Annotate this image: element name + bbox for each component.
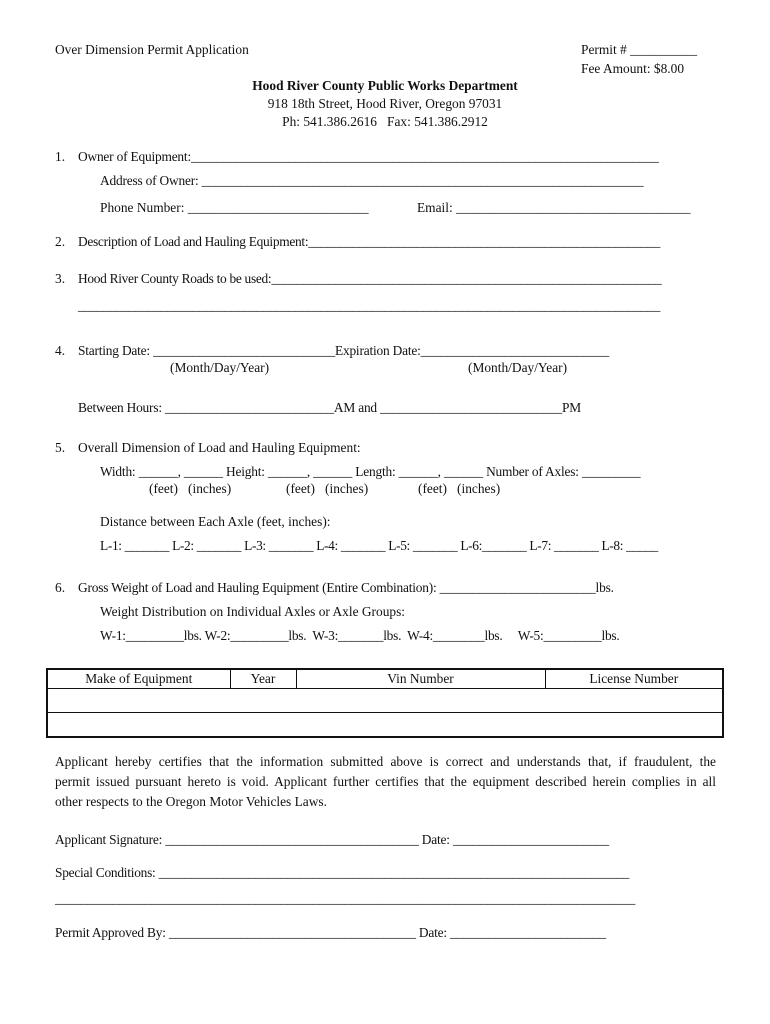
start-date-format-hint: (Month/Day/Year): [170, 360, 270, 375]
length-units-hint: (feet) (inches): [418, 481, 501, 496]
make-of-equipment-header: Make of Equipment: [47, 669, 230, 689]
section-2-number: 2.: [55, 234, 66, 249]
axle-distance-fields[interactable]: L-1: _______ L-2: _______ L-3: _______ L-4: _______ L-5: _______ L-6:_______ L-7: _______ L-8: _____: [100, 538, 658, 553]
department-name: Hood River County Public Works Department: [252, 78, 518, 93]
equipment-table-row: [47, 689, 723, 713]
certification-line-2: permit issued pursuant hereto is void. Applicant further certifies that the equipment described herein complies in all: [55, 774, 716, 789]
axle-distance-label: Distance between Each Axle (feet, inches):: [100, 514, 331, 529]
certification-line-3: other respects to the Oregon Motor Vehicles Laws.: [55, 794, 327, 809]
license-number-header: License Number: [545, 669, 723, 689]
section-6-number: 6.: [55, 580, 66, 595]
weight-distribution-label: Weight Distribution on Individual Axles or Axle Groups:: [100, 604, 406, 619]
vin-number-header: Vin Number: [296, 669, 545, 689]
year-header: Year: [230, 669, 296, 689]
equipment-entry-cell-1[interactable]: [47, 689, 723, 713]
permit-number-field[interactable]: Permit # __________: [581, 42, 698, 57]
email-field[interactable]: Email: ___________________________________: [417, 200, 691, 215]
load-description-field[interactable]: Description of Load and Hauling Equipment:_______________________________________________________: [78, 234, 660, 249]
address-of-owner-field[interactable]: Address of Owner: ____________________________________________________________________: [100, 173, 644, 188]
equipment-table-header-row: [47, 669, 723, 689]
special-conditions-field-line-2[interactable]: __________________________________________________________________________________________: [55, 891, 636, 906]
section-3-number: 3.: [55, 271, 66, 286]
owner-of-equipment-field[interactable]: Owner of Equipment:________________________________________________________________________: [78, 149, 659, 164]
height-units-hint: (feet) (inches): [286, 481, 369, 496]
form-title: Over Dimension Permit Application: [55, 42, 249, 57]
phone-number-field[interactable]: Phone Number: ___________________________: [100, 200, 369, 215]
axle-weight-fields[interactable]: W-1:_________lbs. W-2:_________lbs. W-3:_______lbs. W-4:________lbs. W-5:_________lbs.: [100, 628, 620, 643]
applicant-signature-field[interactable]: Applicant Signature: _______________________________________ Date: ________________________: [55, 832, 609, 847]
certification-line-1: Applicant hereby certifies that the information submitted above is correct and understands that, if fraudulent, the: [55, 754, 716, 769]
between-hours-fields[interactable]: Between Hours: __________________________AM and ____________________________PM: [78, 400, 581, 415]
overall-dimension-label: Overall Dimension of Load and Hauling Equipment:: [78, 440, 361, 455]
start-expiration-date-fields[interactable]: Starting Date: ____________________________Expiration Date:_____________________________: [78, 343, 609, 358]
fee-amount: Fee Amount: $8.00: [581, 61, 685, 76]
section-1-number: 1.: [55, 149, 66, 164]
expiration-date-format-hint: (Month/Day/Year): [468, 360, 568, 375]
department-address: 918 18th Street, Hood River, Oregon 97031: [267, 96, 503, 111]
county-roads-field[interactable]: Hood River County Roads to be used:_____________________________________________________________: [78, 271, 662, 286]
permit-approved-by-field[interactable]: Permit Approved By: ______________________________________ Date: ________________________: [55, 925, 606, 940]
equipment-table: [46, 668, 724, 738]
department-phones: Ph: 541.386.2616 Fax: 541.386.2912: [282, 114, 488, 129]
dimension-fields[interactable]: Width: ______, ______ Height: ______, ______ Length: ______, ______ Number of Axles: _________: [100, 464, 641, 479]
section-4-number: 4.: [55, 343, 66, 358]
width-units-hint: (feet) (inches): [149, 481, 232, 496]
equipment-entry-cell-2[interactable]: [47, 713, 723, 738]
county-roads-field-line-2[interactable]: ___________________________________________________________________________________________: [78, 298, 660, 313]
section-5-number: 5.: [55, 440, 66, 455]
special-conditions-field[interactable]: Special Conditions: _________________________________________________________________________: [55, 865, 630, 880]
gross-weight-field[interactable]: Gross Weight of Load and Hauling Equipment (Entire Combination): ________________________lbs.: [78, 580, 614, 595]
equipment-table-row: [47, 713, 723, 738]
